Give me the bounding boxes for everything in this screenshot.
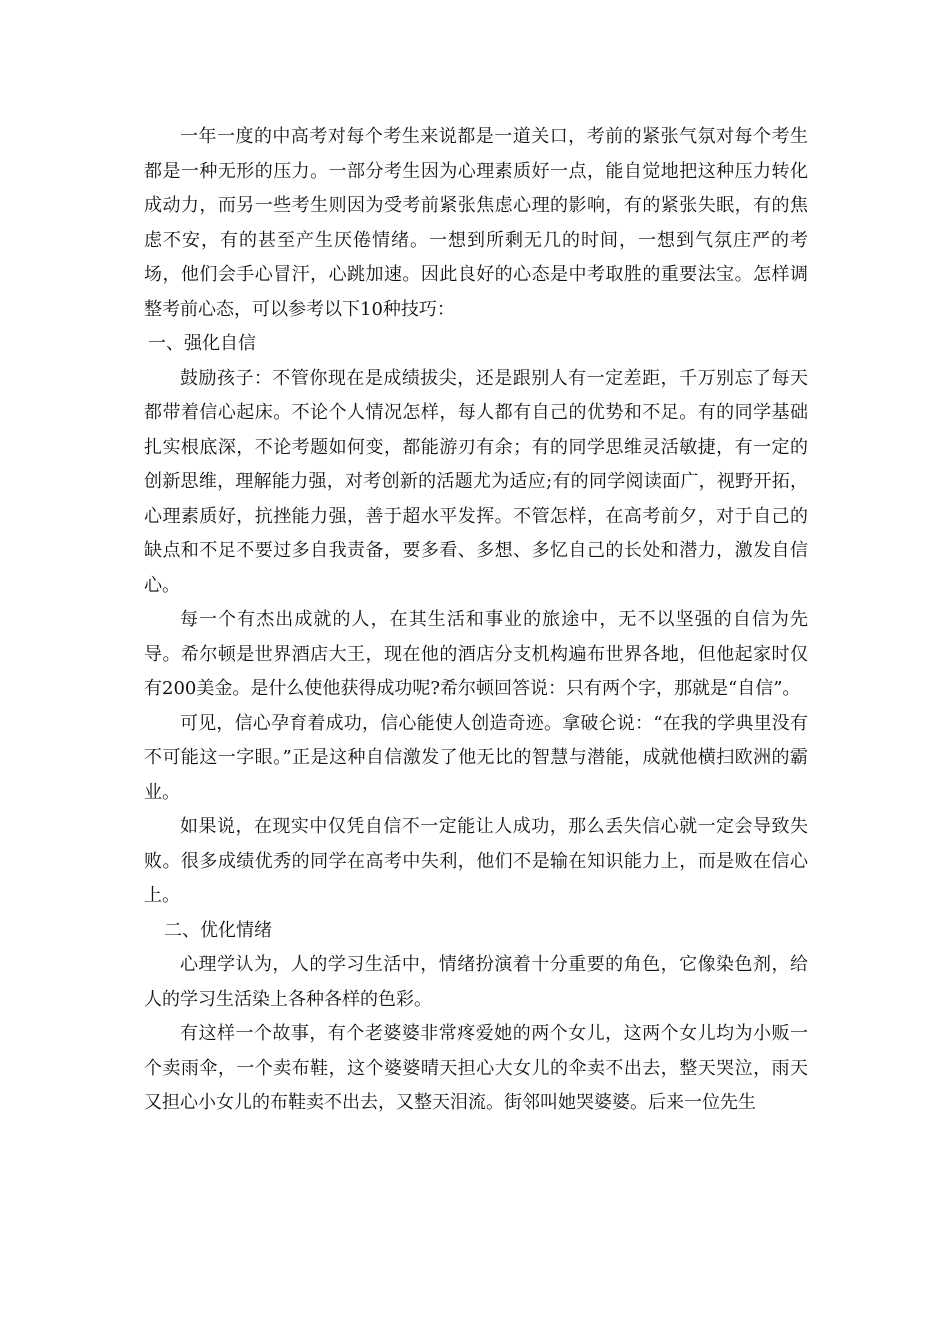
section-heading-confidence: 一、强化自信 <box>148 333 256 354</box>
body-paragraph: 每一个有杰出成就的人，在其生活和事业的旅途中，无不以坚强的自信为先导。希尔顿是世界酒店大王，现在他的酒店分支机构遍布世界各地，但他起家时仅有200美金。是什么使他获得成功呢?希尔顿回答说：只有两个字，那就是“自信”。 <box>144 609 808 699</box>
body-paragraph: 可见，信心孕育着成功，信心能使人创造奇迹。拿破仑说：“在我的学典里没有不可能这一字眼。”正是这种自信激发了他无比的智慧与潜能，成就他横扫欧洲的霸业。 <box>144 712 808 803</box>
document-body <box>144 120 808 1121</box>
section-heading-emotion: 二、优化情绪 <box>164 919 272 941</box>
intro-paragraph: 一年一度的中高考对每个考生来说都是一道关口，考前的紧张气氛对每个考生都是一种无形的压力。一部分考生因为心理素质好一点，能自觉地把这种压力转化成动力，而另一些考生则因为受考前紧张焦虑心理的影响，有的紧张失眠，有的焦虑不安，有的甚至产生厌倦情绪。一想到所剩无几的时间，一想到气氛庄严的考场，他们会手心冒汗，心跳加速。因此良好的心态是中考取胜的重要法宝。怎样调整考前心态，可以参考以下10种技巧： <box>144 126 808 320</box>
body-paragraph: 心理学认为，人的学习生活中，情绪扮演着十分重要的角色，它像染色剂，给人的学习生活染上各种各样的色彩。 <box>144 954 808 1010</box>
body-paragraph: 有这样一个故事，有个老婆婆非常疼爱她的两个女儿，这两个女儿均为小贩一个卖雨伞，一个卖布鞋，这个婆婆晴天担心大女儿的伞卖不出去，整天哭泣，雨天又担心小女儿的布鞋卖不出去，又整天泪流。街邻叫她哭婆婆。后来一位先生 <box>144 1023 808 1113</box>
body-paragraph: 如果说，在现实中仅凭自信不一定能让人成功，那么丢失信心就一定会导致失败。很多成绩优秀的同学在高考中失利，他们不是输在知识能力上，而是败在信心上。 <box>144 816 808 906</box>
body-paragraph: 鼓励孩子：不管你现在是成绩拔尖，还是跟别人有一定差距，千万别忘了每天都带着信心起床。不论个人情况怎样，每人都有自己的优势和不足。有的同学基础扎实根底深，不论考题如何变，都能游刃有余；有的同学思维灵活敏捷，有一定的创新思维，理解能力强，对考创新的活题尤为适应;有的同学阅读面广，视野开拓，心理素质好，抗挫能力强，善于超水平发挥。不管怎样，在高考前夕，对于自己的缺点和不足不要过多自我责备，要多看、多想、多忆自己的长处和潜力，激发自信心。 <box>144 367 808 596</box>
